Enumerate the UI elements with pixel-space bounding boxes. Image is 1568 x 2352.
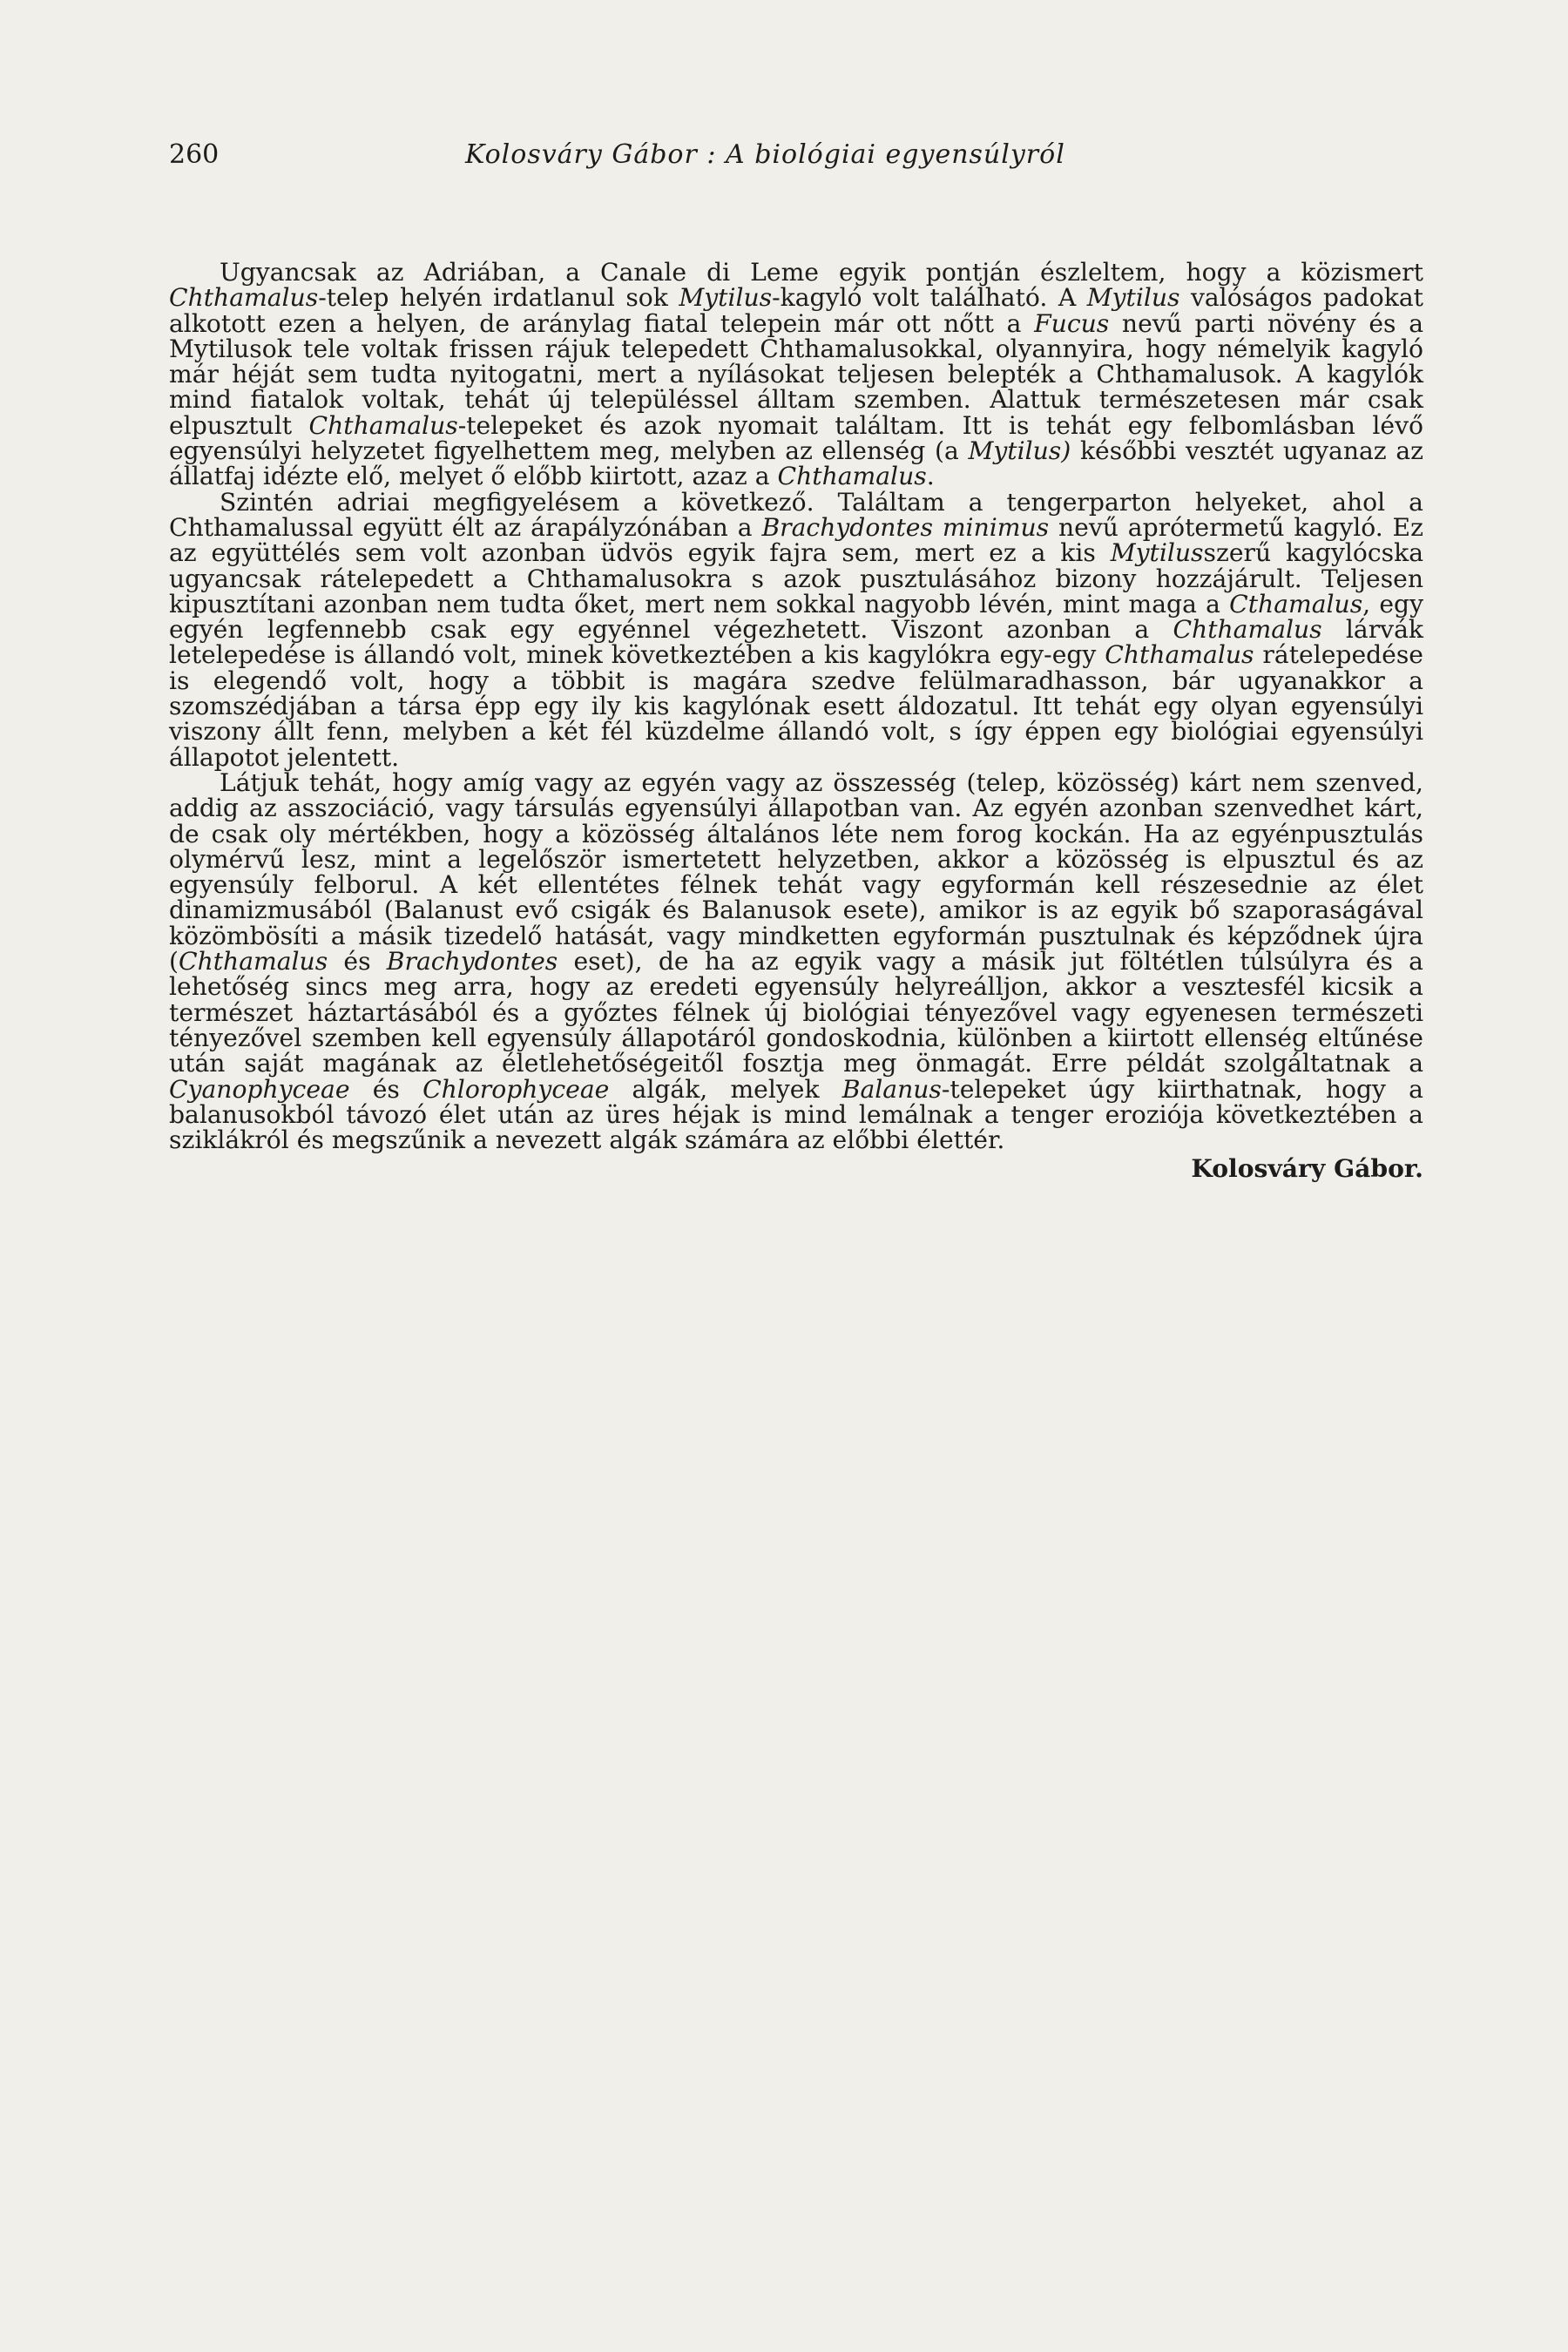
text-run: Ugyancsak az Adriában, a Canale di Leme egyik pontján észleltem, hogy a közismert <box>220 258 1423 287</box>
text-run: lárvák letelepedése is állandó volt, minek következtében a kis kagylókra egy-egy <box>169 615 1423 670</box>
taxon-name: Mytilus <box>1086 283 1180 313</box>
text-run: és <box>349 1074 423 1104</box>
taxon-name: Brachydontes minimus <box>761 512 1050 542</box>
text-run: , egy egyén legfennebb csak egy egyénnel végezhetett. Viszont azonban a <box>169 589 1424 645</box>
taxon-name: Cyanophyceae <box>169 1074 350 1104</box>
text-run: -telep helyén irdatlanul sok <box>318 283 679 313</box>
page-number: 260 <box>169 139 220 170</box>
taxon-name: Chthamalus <box>1105 640 1254 670</box>
author-signature-text: Kolosváry Gábor. <box>1191 1154 1423 1184</box>
text-run: Látjuk tehát, hogy amíg vagy az egyén vagy az összesség (telep, közösség) kárt nem szenved, addig az asszociáció, vagy társulás egyensúlyi állapotban van. Az egyén azonban szenvedhet kárt, de csak oly mértékben, hogy a közösség általános léte nem forog kockán. Ha az egyénpusztulás olymérvű lesz, mint a legelőször ismertetett helyzetben, akkor a közösség is elpusztul és az egyensúly felborul. A két ellentétes félnek tehát vagy egyformán kell részesednie az élet dinamizmusából (Balanust evő csigák és Balanusok esete), amikor is az egyik bő szaporaságával közömbösíti a másik tizedelő hatását, vagy mindketten egyformán pusztulnak és képződnek újra ( <box>169 767 1423 977</box>
text-run: Szintén adriai megfigyelésem a következő. Találtam a tengerparton helyeket, ahol a Chthamalussal együtt élt az árapályzónában a <box>169 487 1423 542</box>
paragraph-1 <box>169 260 1423 490</box>
paragraph-3 <box>169 767 1423 1155</box>
taxon-name: Chthamalus <box>308 410 458 440</box>
text-run: -kagyló volt található. A <box>772 283 1087 313</box>
taxon-name: Chthamalus <box>777 462 927 491</box>
text-run: nevű parti növény és a Mytilusok tele voltak frissen rájuk telepedett Chthamalusokkal, olyannyira, hogy némelyik kagyló már héját sem tudta nyitogatni, mert a nyílásokat teljesen belepték a Chthamalusok. A kagylók mind fiatalok voltak, tehát új településsel álltam szemben. Alattuk természetesen már csak elpusztult <box>169 308 1423 440</box>
author-signature <box>169 1154 1423 1184</box>
text-run: rátelepedése is elegendő volt, hogy a többit is magára szedve felülmaradhasson, bár ugyanakkor a szomszédjában a társa épp egy ily kis kagylónak esett áldozatul. Itt tehát egy olyan egyensúlyi viszony állt fenn, melyben a két fél küzdelme állandó volt, s így éppen egy biológiai egyensúlyi állapotot jelentett. <box>169 640 1423 772</box>
text-run: algák, melyek <box>609 1074 842 1104</box>
text-run: és <box>328 947 387 977</box>
page-header <box>169 136 1423 174</box>
taxon-name: Cthamalus <box>1229 589 1363 618</box>
taxon-name: Chthamalus <box>179 947 328 977</box>
paragraph-2 <box>169 487 1424 772</box>
article-body <box>169 260 1423 1182</box>
text-run: eset), de ha az egyik vagy a másik jut föltétlen túlsúlyra és a lehetőség sincs meg arra, hogy az eredeti egyensúly helyreálljon, akkor a vesztesfél kicsik a természet háztartásából és a győztes félnek új biológiai tényezővel vagy egyenesen természeti tényezővel szemben kell egyensúly állapotáról gondoskodnia, különben a kiirtott ellenség eltűnése után saját magának az életlehetőségeitől fosztja meg önmagát. Erre példát szolgáltatnak a <box>169 947 1423 1078</box>
taxon-name: Brachydontes <box>386 947 558 977</box>
text-run: -telepeket és azok nyomait találtam. Itt is tehát egy felbomlásban lévő egyensúlyi helyzetet figyelhettem meg, melyben az ellenség (a <box>169 410 1423 466</box>
running-head: Kolosváry Gábor : A biológiai egyensúlyról <box>465 139 1065 170</box>
taxon-name: Chlorophyceae <box>422 1074 610 1104</box>
text-run: későbbi vesztét ugyanaz az állatfaj idézte elő, melyet ő előbb kiirtott, azaz a <box>169 436 1423 491</box>
taxon-name: Chthamalus <box>1173 615 1322 645</box>
text-run: -telepeket úgy kiirthatnak, hogy a balanusokból távozó élet után az üres héjak is mind lemálnak a tenger eroziója következtében a sziklákról és megszűnik a nevezett algák számára az előbbi élettér. <box>169 1074 1423 1155</box>
taxon-name: Mytilus <box>679 283 773 313</box>
taxon-name: Balanus <box>841 1074 942 1104</box>
taxon-name: Mytilus <box>1110 538 1204 568</box>
text-run: nevű aprótermetű kagyló. Ez az együttélés sem volt azonban üdvös egyik fajra sem, mert ez a kis <box>169 512 1423 568</box>
text-run: valóságos padokat alkotott ezen a helyen, de aránylag fiatal telepein már ott nőtt a <box>169 283 1423 338</box>
taxon-name: Fucus <box>1034 308 1110 338</box>
text-run: szerű kagylócska ugyancsak rátelepedett a Chthamalusokra s azok pusztulásához bizony hozzájárult. Teljesen kipusztítani azonban nem tudta őket, mert nem sokkal nagyobb lévén, mint maga a <box>169 538 1423 618</box>
taxon-name: Mytilus) <box>968 436 1071 466</box>
taxon-name: Chthamalus <box>169 283 319 313</box>
text-run: . <box>926 462 935 491</box>
